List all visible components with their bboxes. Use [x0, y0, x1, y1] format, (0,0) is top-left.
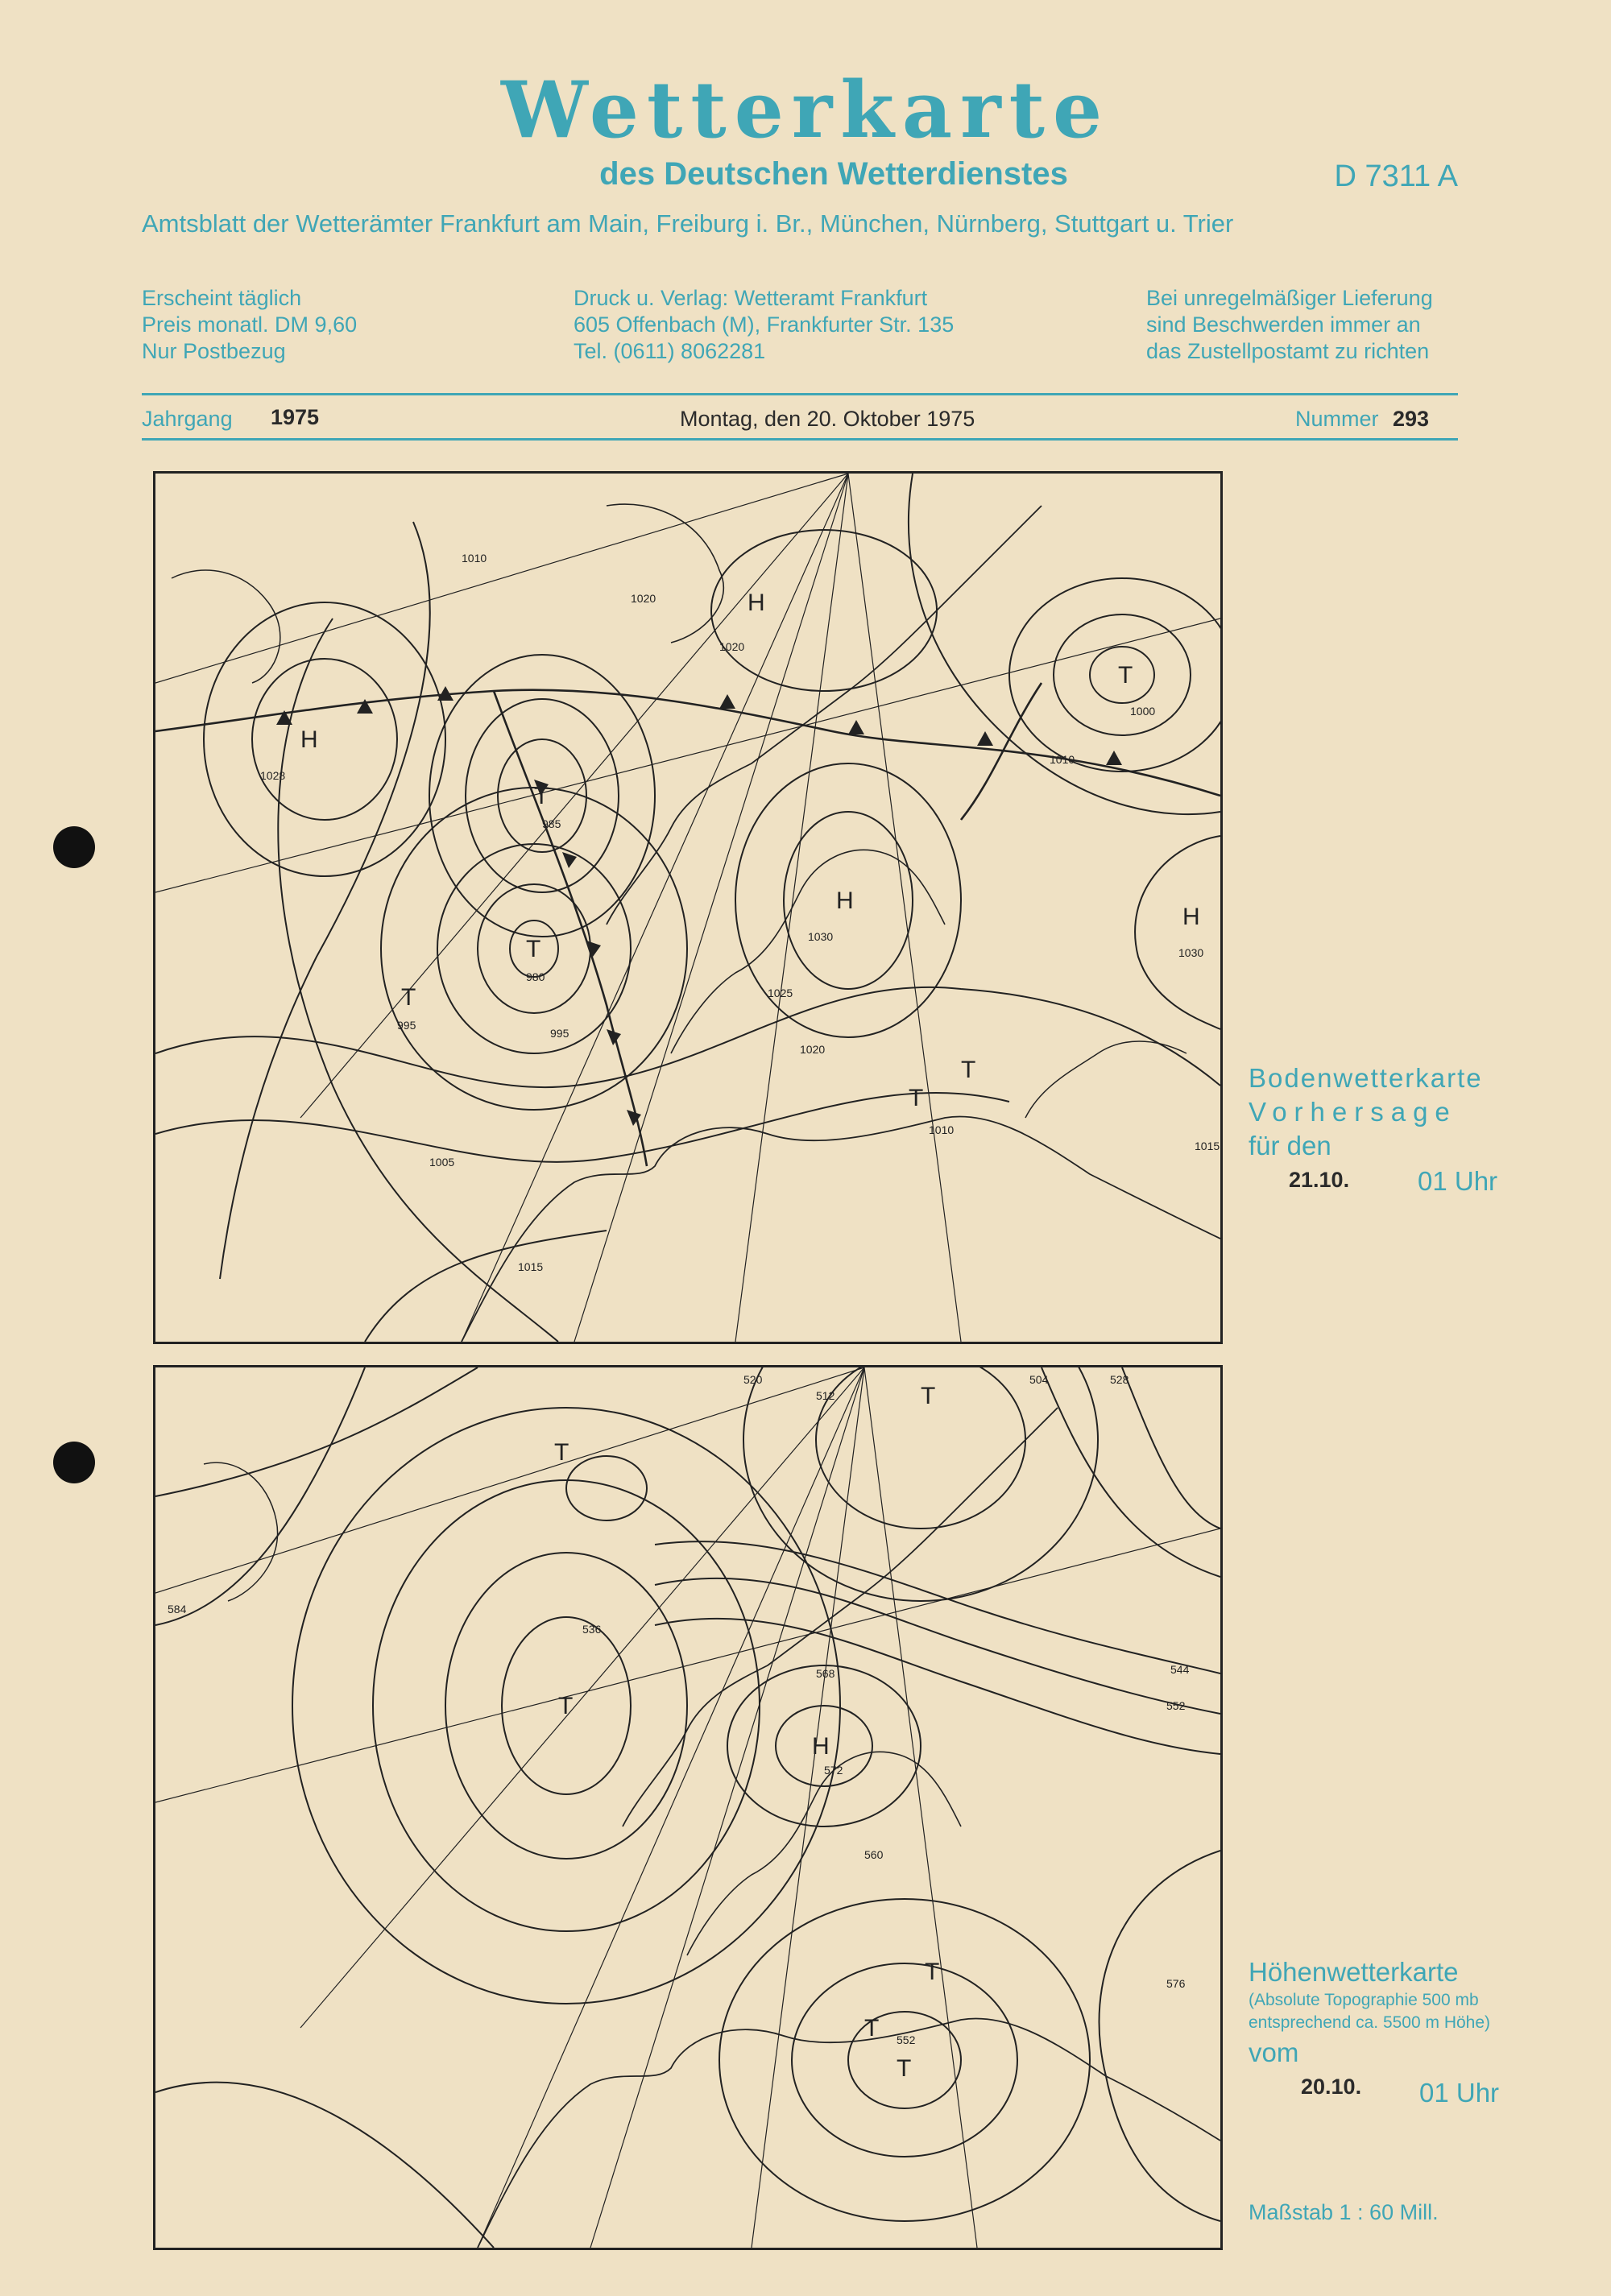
- pressure-center-symbol: H: [836, 887, 854, 914]
- center-value: 552: [897, 2033, 916, 2046]
- info-right-line: sind Beschwerden immer an: [1146, 312, 1421, 337]
- center-value: 572: [824, 1764, 843, 1777]
- contour-label: 576: [1166, 1977, 1186, 1990]
- map1-caption-title: Bodenwetterkarte: [1249, 1063, 1483, 1093]
- pressure-center-symbol: T: [1118, 662, 1133, 689]
- header-rule-top: [142, 393, 1458, 395]
- info-left-line: Nur Postbezug: [142, 339, 286, 363]
- isobar-label: 1015: [518, 1260, 544, 1273]
- pressure-center-symbol: T: [534, 783, 549, 809]
- pressure-center-symbol: T: [909, 1085, 924, 1111]
- official-gazette-line: Amtsblatt der Wetterämter Frankfurt am Main, Freiburg i. Br., München, Nürnberg, Stuttgart u. Trier: [142, 209, 1234, 238]
- contour-label: 544: [1170, 1663, 1190, 1676]
- info-right-line: Bei unregelmäßiger Lieferung: [1146, 286, 1433, 310]
- publication-code: D 7311 A: [1334, 159, 1458, 193]
- isobar-label: 995: [550, 1027, 569, 1040]
- height-center-symbol: H: [812, 1733, 830, 1760]
- height-center-symbol: T: [921, 1383, 936, 1409]
- contour-label: 584: [168, 1603, 187, 1615]
- isobar-label: 1020: [800, 1043, 826, 1056]
- pressure-center-symbol: H: [748, 590, 765, 616]
- map2-caption-topography: (Absolute Topographie 500 mb: [1249, 1991, 1479, 2009]
- contour-label: 568: [816, 1667, 835, 1680]
- map2-date: 20.10.: [1301, 2075, 1362, 2099]
- pressure-center-symbol: T: [526, 936, 541, 962]
- map2-caption-title: Höhenwetterkarte: [1249, 1957, 1459, 1987]
- contour-label: 536: [582, 1623, 602, 1636]
- center-value: 980: [526, 970, 545, 983]
- map1-caption-forecast: Vorhersage: [1249, 1097, 1457, 1127]
- info-middle-line: 605 Offenbach (M), Frankfurter Str. 135: [574, 312, 955, 337]
- contour-label: 520: [743, 1373, 763, 1386]
- map1-date: 21.10.: [1289, 1168, 1350, 1192]
- upper-map-drawing: [155, 1367, 1220, 2248]
- pressure-center-symbol: H: [1182, 904, 1200, 930]
- map1-caption-for: für den: [1249, 1131, 1331, 1160]
- issue-row: [142, 407, 1431, 439]
- center-value: 1030: [808, 930, 834, 943]
- center-value: 1028: [260, 769, 286, 782]
- height-center-symbol: T: [864, 2015, 880, 2042]
- isobar-label: 1025: [768, 987, 793, 999]
- center-value: 1000: [1130, 705, 1156, 718]
- height-center-symbol: T: [925, 1959, 940, 1985]
- map2-caption-from: vom: [1249, 2037, 1299, 2067]
- center-value: 1020: [719, 640, 745, 653]
- map2-caption-height: entsprechend ca. 5500 m Höhe): [1249, 2013, 1491, 2032]
- height-center-symbol: T: [554, 1439, 569, 1466]
- isobar-label: 1010: [1050, 753, 1075, 766]
- map2-time: 01 Uhr: [1419, 2078, 1500, 2108]
- newspaper-title: Wetterkarte: [500, 64, 1111, 155]
- upper-air-map: [153, 1365, 1223, 2250]
- contour-label: 512: [816, 1389, 835, 1402]
- contour-label: 552: [1166, 1699, 1186, 1712]
- isobar-label: 1010: [462, 552, 487, 565]
- contour-label: 504: [1029, 1373, 1049, 1386]
- issue-date: Montag, den 20. Oktober 1975: [680, 407, 975, 431]
- info-block-right: [1146, 285, 1433, 365]
- header-rule-bottom: [142, 438, 1458, 441]
- punch-hole: [53, 826, 95, 868]
- isobar-label: 1005: [429, 1156, 455, 1169]
- info-middle-line: Druck u. Verlag: Wetteramt Frankfurt: [574, 286, 928, 310]
- info-block-left: [142, 285, 357, 365]
- newspaper-subtitle: des Deutschen Wetterdienstes: [599, 156, 1068, 192]
- map1-time: 01 Uhr: [1418, 1166, 1498, 1196]
- center-value: 1030: [1178, 946, 1204, 959]
- center-value: 1010: [929, 1123, 955, 1136]
- info-left-line: Preis monatl. DM 9,60: [142, 312, 358, 337]
- height-center-symbol: T: [897, 2055, 912, 2082]
- map-scale: Maßstab 1 : 60 Mill.: [1249, 2200, 1439, 2224]
- info-block-middle: [574, 285, 954, 365]
- year-label: Jahrgang: [142, 407, 233, 431]
- year-value: 1975: [271, 405, 320, 429]
- number-value: 293: [1393, 407, 1430, 431]
- height-center-symbol: T: [558, 1693, 574, 1719]
- center-value: 995: [397, 1019, 416, 1032]
- surface-map-drawing: [155, 474, 1220, 1342]
- pressure-center-symbol: T: [401, 984, 416, 1011]
- isobar-label: 1020: [631, 592, 656, 605]
- center-value: 985: [542, 817, 561, 830]
- contour-label: 560: [864, 1848, 884, 1861]
- info-middle-line: Tel. (0611) 8062281: [574, 339, 766, 363]
- number-label: Nummer: [1295, 407, 1379, 431]
- contour-label: 528: [1110, 1373, 1129, 1386]
- pressure-center-symbol: H: [300, 726, 318, 753]
- info-left-line: Erscheint täglich: [142, 286, 302, 310]
- isobar-label: 1015: [1195, 1140, 1220, 1152]
- punch-hole: [53, 1442, 95, 1483]
- pressure-center-symbol: T: [961, 1057, 976, 1083]
- info-right-line: das Zustellpostamt zu richten: [1146, 339, 1430, 363]
- surface-weather-map: [153, 471, 1223, 1344]
